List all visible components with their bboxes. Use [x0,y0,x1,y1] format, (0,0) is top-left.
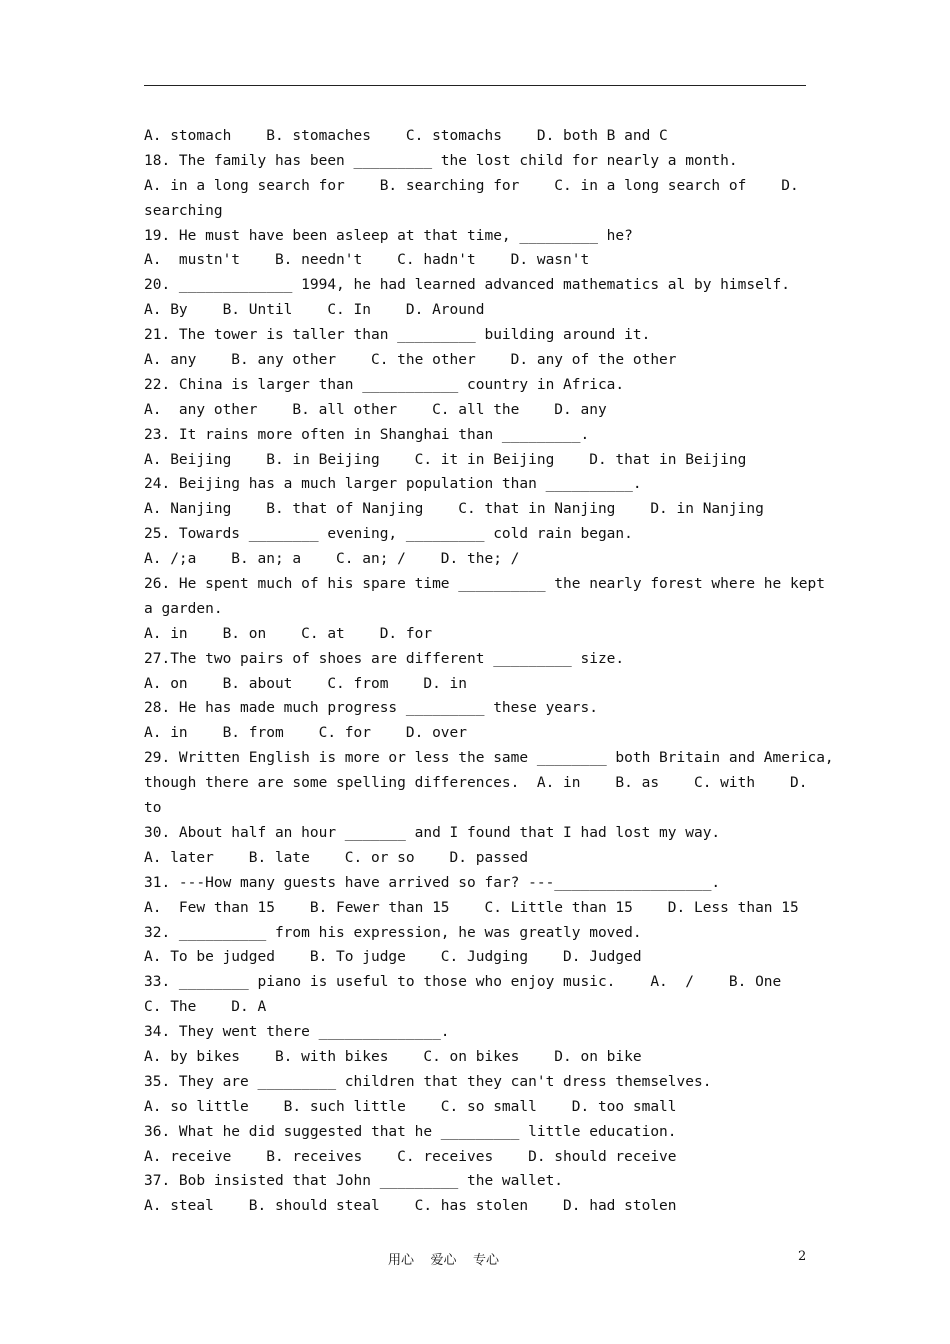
text-line: A. stomach B. stomaches C. stomachs D. both B and C [144,128,668,144]
text-line: though there are some spelling differences. A. in B. as C. with D. [144,775,808,792]
text-line: A. Nanjing B. that of Nanjing C. that in Nanjing D. in Nanjing [144,501,764,518]
text-line: A. Few than 15 B. Fewer than 15 C. Little than 15 D. Less than 15 [144,899,799,916]
text-line: 23. It rains more often in Shanghai than _________. [144,426,590,443]
text-line: A. steal B. should steal C. has stolen D. had stolen [144,1198,677,1215]
text-line: 22. China is larger than ___________ country in Africa. [144,376,625,393]
header-rule [144,85,806,86]
text-line: 29. Written English is more or less the same ________ both Britain and America, [144,750,834,767]
text-line: A. later B. late C. or so D. passed [144,849,529,866]
text-line: A. by bikes B. with bikes C. on bikes D. on bike [144,1048,642,1065]
text-line: 34. They went there ______________. [144,1024,450,1041]
text-line: A. in B. from C. for D. over [144,725,468,742]
text-line: A. in B. on C. at D. for [144,625,433,642]
text-line: A. on B. about C. from D. in [144,675,468,692]
text-line: 19. He must have been asleep at that time, _________ he? [144,227,633,244]
text-line: A. By B. Until C. In D. Around [144,302,485,319]
text-line: 35. They are _________ children that they can't dress themselves. [144,1073,712,1090]
page-number: 2 [798,1249,807,1264]
text-line: 36. What he did suggested that he _________ little education. [144,1123,677,1140]
text-line: searching [144,202,223,219]
text-line: A. Beijing B. in Beijing C. it in Beijing D. that in Beijing [144,451,747,468]
text-line: 26. He spent much of his spare time __________ the nearly forest where he kept [144,576,825,593]
text-line: 30. About half an hour _______ and I found that I had lost my way. [144,824,721,841]
text-line: 32. __________ from his expression, he was greatly moved. [144,924,642,941]
text-line: 25. Towards ________ evening, _________ cold rain began. [144,526,633,543]
question-list [144,124,834,1219]
text-line: 37. Bob insisted that John _________ the wallet. [144,1173,564,1190]
text-line: A. any B. any other C. the other D. any of the other [144,352,677,369]
text-line: A. in a long search for B. searching for C. in a long search of D. [144,177,799,194]
text-line: C. The D. A [144,999,267,1016]
footer-motto: 用心 爱心 专心 [388,1253,500,1268]
text-line: 18. The family has been _________ the lost child for nearly a month. [144,152,738,169]
text-line: A. receive B. receives C. receives D. should receive [144,1148,677,1165]
text-line: A. To be judged B. To judge C. Judging D. Judged [144,949,642,966]
text-line: A. so little B. such little C. so small D. too small [144,1098,677,1115]
text-line: to [144,800,162,817]
text-line: 21. The tower is taller than _________ building around it. [144,327,651,344]
text-line: 24. Beijing has a much larger population than __________. [144,476,642,493]
text-line: 33. ________ piano is useful to those who enjoy music. A. / B. One [144,974,782,991]
text-line: 27.The two pairs of shoes are different _________ size. [144,650,625,667]
text-line: A. /;a B. an; a C. an; / D. the; / [144,551,520,568]
text-line: 28. He has made much progress _________ these years. [144,700,598,717]
text-line: A. mustn't B. needn't C. hadn't D. wasn't [144,252,590,269]
text-line: A. any other B. all other C. all the D. any [144,401,607,418]
text-line: 20. _____________ 1994, he had learned advanced mathematics al by himself. [144,277,791,294]
text-line: 31. ---How many guests have arrived so far? ---__________________. [144,874,721,891]
text-line: a garden. [144,600,223,617]
